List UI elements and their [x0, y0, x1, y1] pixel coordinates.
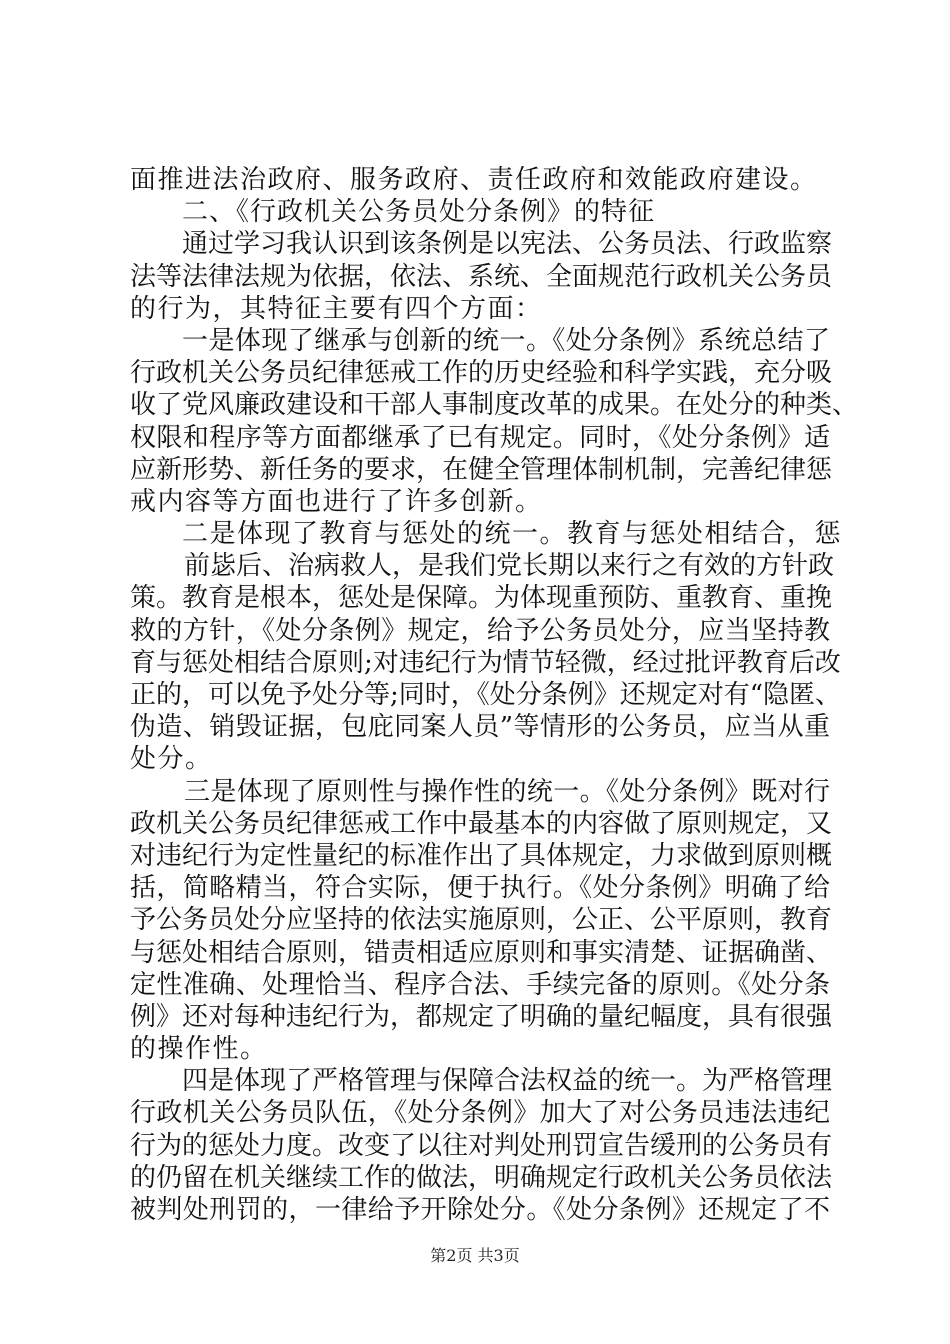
- text-line: 行政机关公务员队伍，《处分条例》加大了对公务员违法违纪: [130, 1098, 830, 1129]
- text-line: 一是体现了继承与创新的统一。《处分条例》系统总结了: [182, 325, 830, 356]
- text-line: 面推进法治政府、服务政府、责任政府和效能政府建设。: [130, 165, 818, 195]
- text-line: 行为的惩处力度。改变了以往对判处刑罚宣告缓刑的公务员有: [130, 1130, 833, 1161]
- section-heading: 二、《行政机关公务员处分条例》的特征: [182, 197, 656, 228]
- text-line: 育与惩处相结合原则;对违纪行为情节轻微，经过批评教育后改: [130, 647, 841, 678]
- text-line: 戒内容等方面也进行了许多创新。: [130, 486, 543, 517]
- text-line: 正的，可以免予处分等;同时，《处分条例》还规定对有“隐匿、: [130, 680, 842, 710]
- text-line: 前毖后、治病救人，是我们党长期以来行之有效的方针政: [184, 551, 835, 582]
- page-number-footer: 第2页 共3页: [430, 1246, 520, 1265]
- text-line: 收了党风廉政建设和干部人事制度改革的成果。在处分的种类、: [130, 390, 859, 421]
- text-line: 策。教育是根本，惩处是保障。为体现重预防、重教育、重挽: [130, 583, 833, 614]
- text-line: 通过学习我认识到该条例是以宪法、公务员法、行政监察: [182, 229, 833, 260]
- text-line: 对违纪行为定性量纪的标准作出了具体规定，力求做到原则概: [130, 840, 833, 871]
- text-line: 权限和程序等方面都继承了已有规定。同时，《处分条例》适: [130, 422, 830, 453]
- text-line: 例》还对每种违纪行为，都规定了明确的量纪幅度，具有很强: [130, 1001, 833, 1032]
- text-line: 法等法律法规为依据，依法、系统、全面规范行政机关公务员: [130, 261, 833, 292]
- text-line: 的仍留在机关继续工作的做法，明确规定行政机关公务员依法: [130, 1162, 833, 1193]
- text-line: 三是体现了原则性与操作性的统一。《处分条例》既对行: [184, 776, 830, 807]
- text-line: 行政机关公务员纪律惩戒工作的历史经验和科学实践，充分吸: [130, 358, 833, 389]
- text-line: 定性准确、处理恰当、程序合法、手续完备的原则。《处分条: [130, 969, 830, 1000]
- text-line: 二是体现了教育与惩处的统一。教育与惩处相结合，惩: [182, 519, 843, 550]
- text-line: 的行为，其特征主要有四个方面：: [130, 293, 543, 324]
- text-line: 与惩处相结合原则，错责相适应原则和事实清楚、证据确凿、: [130, 937, 833, 968]
- text-line: 救的方针，《处分条例》规定，给予公务员处分，应当坚持教: [130, 615, 830, 646]
- text-line: 处分。: [130, 744, 213, 775]
- text-line: 四是体现了严格管理与保障合法权益的统一。为严格管理: [182, 1066, 833, 1097]
- text-line: 予公务员处分应坚持的依法实施原则，公正、公平原则，教育: [130, 905, 833, 936]
- text-line: 政机关公务员纪律惩戒工作中最基本的内容做了原则规定，又: [130, 808, 833, 839]
- text-line: 被判处刑罚的，一律给予开除处分。《处分条例》还规定了不: [130, 1195, 830, 1225]
- text-line: 伪造、销毁证据，包庇同案人员”等情形的公务员，应当从重: [130, 712, 830, 743]
- text-line: 的操作性。: [130, 1034, 268, 1065]
- document-body: [130, 164, 859, 1226]
- text-line: 应新形势、新任务的要求，在健全管理体制机制，完善纪律惩: [130, 454, 833, 485]
- text-line: 括，简略精当，符合实际，便于执行。《处分条例》明确了给: [130, 873, 830, 904]
